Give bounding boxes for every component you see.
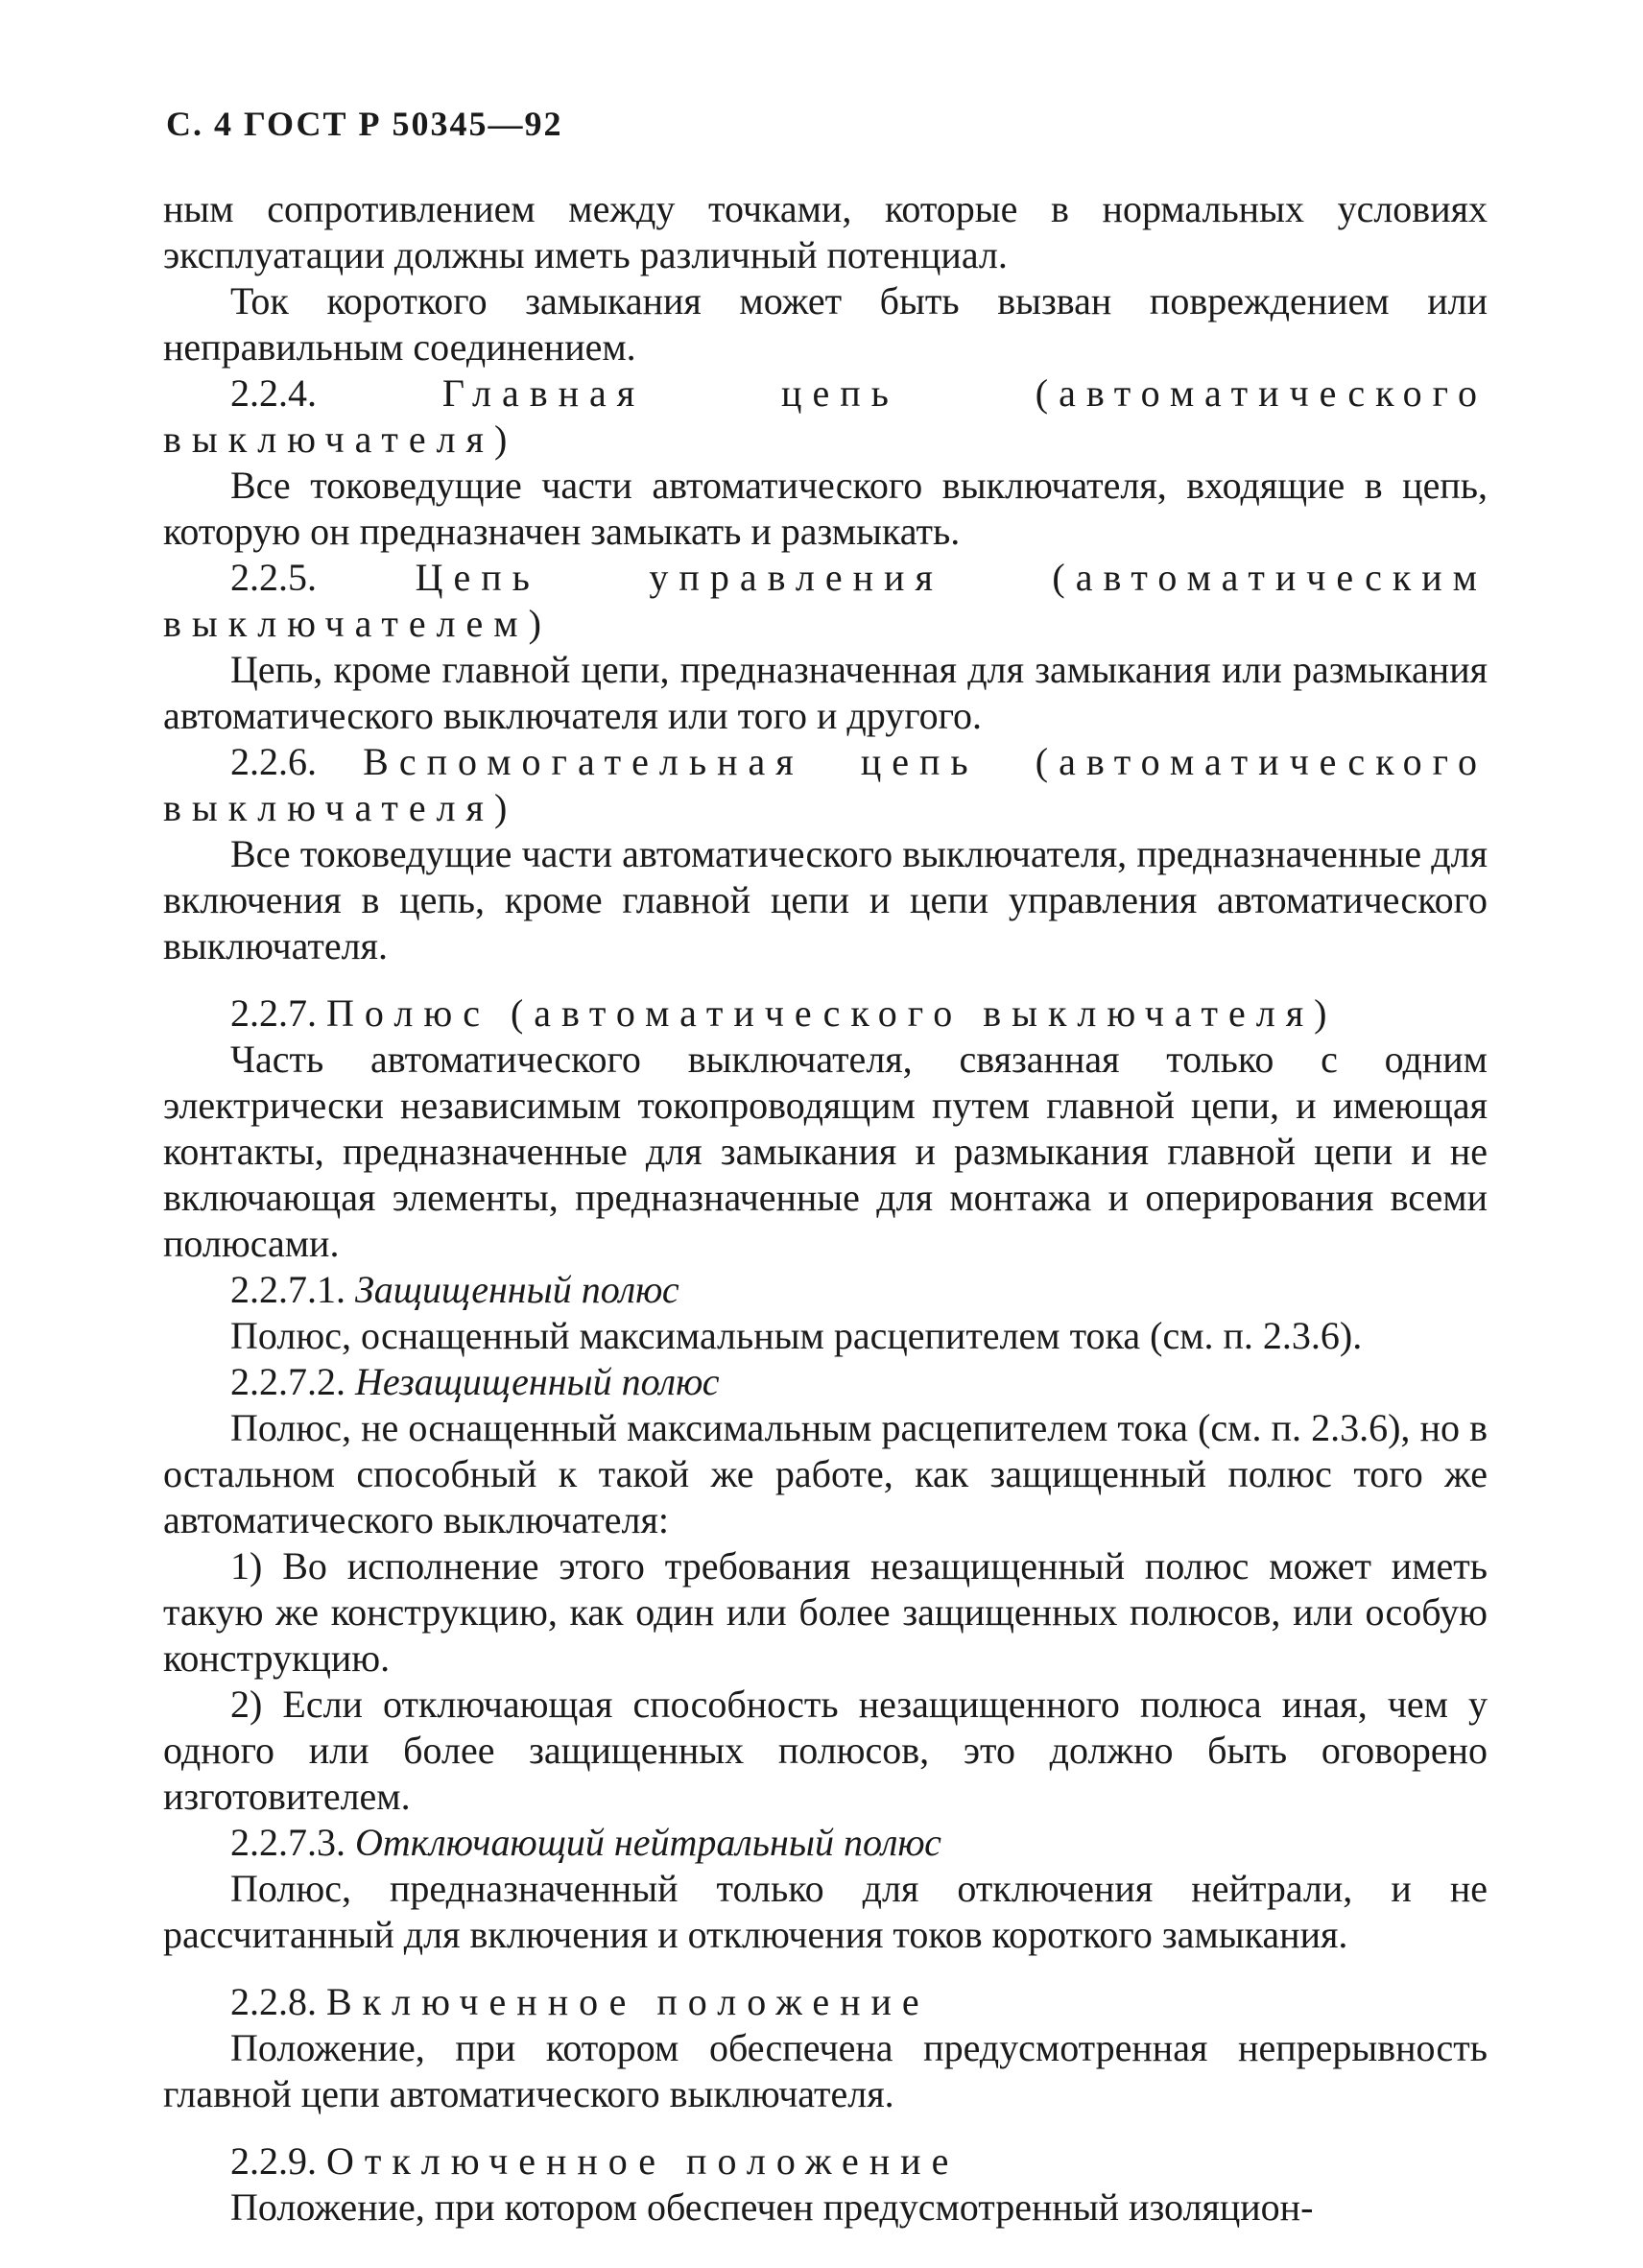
section-number: 2.2.7.1. — [230, 1268, 345, 1311]
section-heading-2-2-5 — [163, 555, 1488, 647]
section-title: Отключенное положение — [326, 2139, 960, 2183]
section-text: Все токоведущие части автоматического выключателя, предназначенные для включения в цепь, кроме главной цепи и цепи управления автоматического выключателя. — [163, 832, 1488, 967]
section-heading-2-2-8 — [163, 1979, 1488, 2025]
page-header: С. 4 ГОСТ Р 50345—92 — [166, 105, 563, 143]
section-heading-2-2-4 — [163, 370, 1488, 463]
section-text: Полюс, не оснащенный максимальным расцепителем тока (см. п. 2.3.6), но в остальном способный к такой же работе, как защищенный полюс того же автоматического выключателя: — [163, 1406, 1488, 1541]
section-text: Часть автоматического выключателя, связанная только с одним электрически независимым токопроводящим путем главной цепи, и имеющая контакты, предназначенные для замыкания и размыкания главной цепи и не включающая элементы, предназначенные для монтажа и оперирования всеми полюсами. — [163, 1038, 1488, 1265]
section-heading-2-2-6 — [163, 739, 1488, 831]
section-heading-2-2-9 — [163, 2138, 1488, 2184]
section-number: 2.2.7.3. — [230, 1821, 345, 1864]
section-title: Защищенный полюс — [355, 1268, 679, 1311]
section-number: 2.2.9. — [230, 2139, 317, 2183]
section-title: Главная цепь (автоматического выключателя) — [163, 371, 1488, 461]
section-number: 2.2.5. — [230, 556, 317, 599]
section-heading-2-2-7 — [163, 991, 1488, 1037]
section-text: Полюс, предназначенный только для отключения нейтрали, и не рассчитанный для включения и отключения токов короткого замыкания. — [163, 1867, 1488, 1956]
section-text: Положение, при котором обеспечена предусмотренная непрерывность главной цепи автоматического выключателя. — [163, 2026, 1488, 2115]
document-body — [163, 186, 1488, 2231]
section-text: Положение, при котором обеспечен предусмотренный изоляцион- — [230, 2185, 1314, 2229]
section-number: 2.2.4. — [230, 371, 317, 415]
list-item: 2) Если отключающая способность незащищенного полюса иная, чем у одного или более защищенных полюсов, это должно быть оговорено изготовителем. — [163, 1683, 1488, 1818]
section-title: Вспомогательная цепь (автоматического выключателя) — [163, 740, 1488, 829]
section-text: Полюс, оснащенный максимальным расцепителем тока (см. п. 2.3.6). — [230, 1314, 1363, 1357]
section-text: Все токоведущие части автоматического выключателя, входящие в цепь, которую он предназначен замыкать и размыкать. — [163, 464, 1488, 553]
section-heading-2-2-7-3 — [163, 1820, 1488, 1866]
section-heading-2-2-7-1 — [163, 1267, 1488, 1313]
section-heading-2-2-7-2 — [163, 1359, 1488, 1405]
paragraph: Ток короткого замыкания может быть вызван повреждением или неправильным соединением. — [163, 279, 1488, 369]
section-title: Незащищенный полюс — [355, 1360, 720, 1403]
list-item: 1) Во исполнение этого требования незащищенный полюс может иметь такую же конструкцию, как один или более защищенных полюсов, или особую конструкцию. — [163, 1544, 1488, 1680]
section-title: Полюс (автоматического выключателя) — [326, 991, 1338, 1035]
section-number: 2.2.6. — [230, 740, 317, 783]
section-number: 2.2.7. — [230, 991, 317, 1035]
section-number: 2.2.8. — [230, 1980, 317, 2023]
section-title: Цепь управления (автоматическим выключателем) — [163, 556, 1488, 645]
section-text: Цепь, кроме главной цепи, предназначенная для замыкания или размыкания автоматического выключателя или того и другого. — [163, 648, 1488, 737]
section-number: 2.2.7.2. — [230, 1360, 345, 1403]
paragraph: ным сопротивлением между точками, которые в нормальных условиях эксплуатации должны иметь различный потенциал. — [163, 187, 1488, 276]
section-title: Отключающий нейтральный полюс — [355, 1821, 941, 1864]
section-title: Включенное положение — [326, 1980, 930, 2023]
